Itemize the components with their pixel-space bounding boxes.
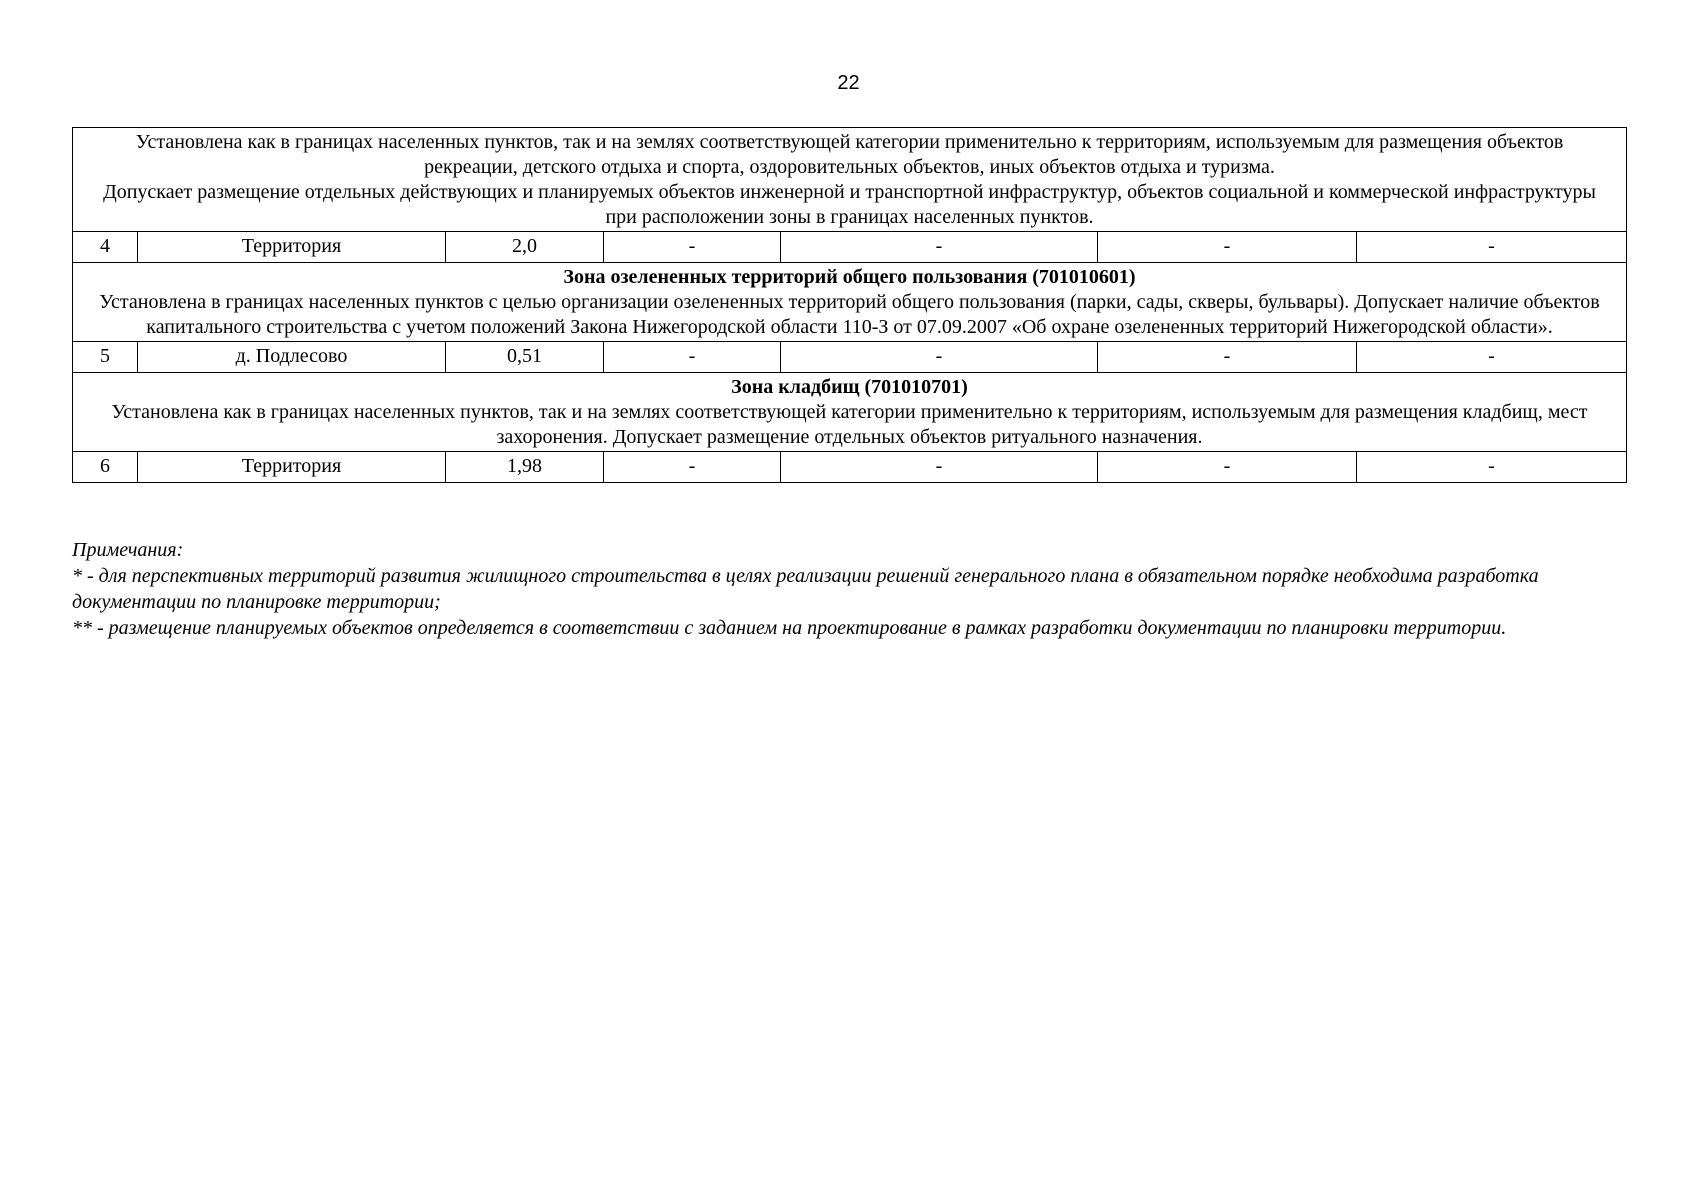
zone-description-text: Установлена в границах населенных пунктов с целью организации озелененных территорий общего пользования (парки, сады, скверы, бульвары). Допускает наличие объектов капитального строительства с учетом положений Закона Нижегородской области 110-З от 07.09.2007 «Об охране озелененных территорий Нижегородской области». <box>99 291 1600 338</box>
table-cell: - <box>1098 452 1357 483</box>
table-row <box>73 232 1627 263</box>
zone-description-row <box>73 128 1627 232</box>
row-number: 5 <box>73 342 138 373</box>
note-item: * - для перспективных территорий развития жилищного строительства в целях реализации решений генерального плана в обязательном порядке необходима разработка документации по планировке территории; <box>72 565 1539 613</box>
table-cell: - <box>1098 232 1357 263</box>
zone-description-cell <box>73 263 1627 342</box>
zones-table <box>72 127 1627 483</box>
row-number: 6 <box>73 452 138 483</box>
table-cell: - <box>781 452 1098 483</box>
territory-name: Территория <box>138 452 446 483</box>
note-item: ** - размещение планируемых объектов определяется в соответствии с заданием на проектирование в рамках разработки документации по планировки территории. <box>72 617 1507 639</box>
table-cell: - <box>604 452 781 483</box>
table-cell: - <box>781 232 1098 263</box>
area-value: 2,0 <box>446 232 604 263</box>
table-row <box>73 452 1627 483</box>
table-cell: - <box>1357 232 1627 263</box>
zone-description-row <box>73 263 1627 342</box>
zone-description-text: Допускает размещение отдельных действующих и планируемых объектов инженерной и транспортной инфраструктур, объектов социальной и коммерческой инфраструктуры при расположении зоны в границах населенных пунктов. <box>103 181 1596 228</box>
territory-name: д. Подлесово <box>138 342 446 373</box>
table-cell: - <box>781 342 1098 373</box>
table-cell: - <box>604 232 781 263</box>
zone-heading: Зона озелененных территорий общего пользования (701010601) <box>563 266 1136 288</box>
table-cell: - <box>1357 342 1627 373</box>
notes-section <box>72 537 1626 641</box>
zone-description-text: Установлена как в границах населенных пунктов, так и на землях соответствующей категории применительно к территориям, используемым для размещения кладбищ, мест захоронения. Допускает размещение отдельных объектов ритуального назначения. <box>111 401 1588 448</box>
zone-heading: Зона кладбищ (701010701) <box>731 376 968 398</box>
row-number: 4 <box>73 232 138 263</box>
area-value: 1,98 <box>446 452 604 483</box>
table-cell: - <box>1098 342 1357 373</box>
zone-description-row <box>73 373 1627 452</box>
table-row <box>73 342 1627 373</box>
territory-name: Территория <box>138 232 446 263</box>
table-cell: - <box>1357 452 1627 483</box>
area-value: 0,51 <box>446 342 604 373</box>
page-number: 22 <box>837 72 860 94</box>
zone-description-cell <box>73 373 1627 452</box>
zone-description-cell <box>73 128 1627 232</box>
notes-title: Примечания: <box>72 539 184 561</box>
table-cell: - <box>604 342 781 373</box>
zone-description-text: Установлена как в границах населенных пунктов, так и на землях соответствующей категории применительно к территориям, используемым для размещения объектов рекреации, детского отдыха и спорта, оздоровительных объектов, иных объектов отдыха и туризма. <box>135 131 1564 178</box>
